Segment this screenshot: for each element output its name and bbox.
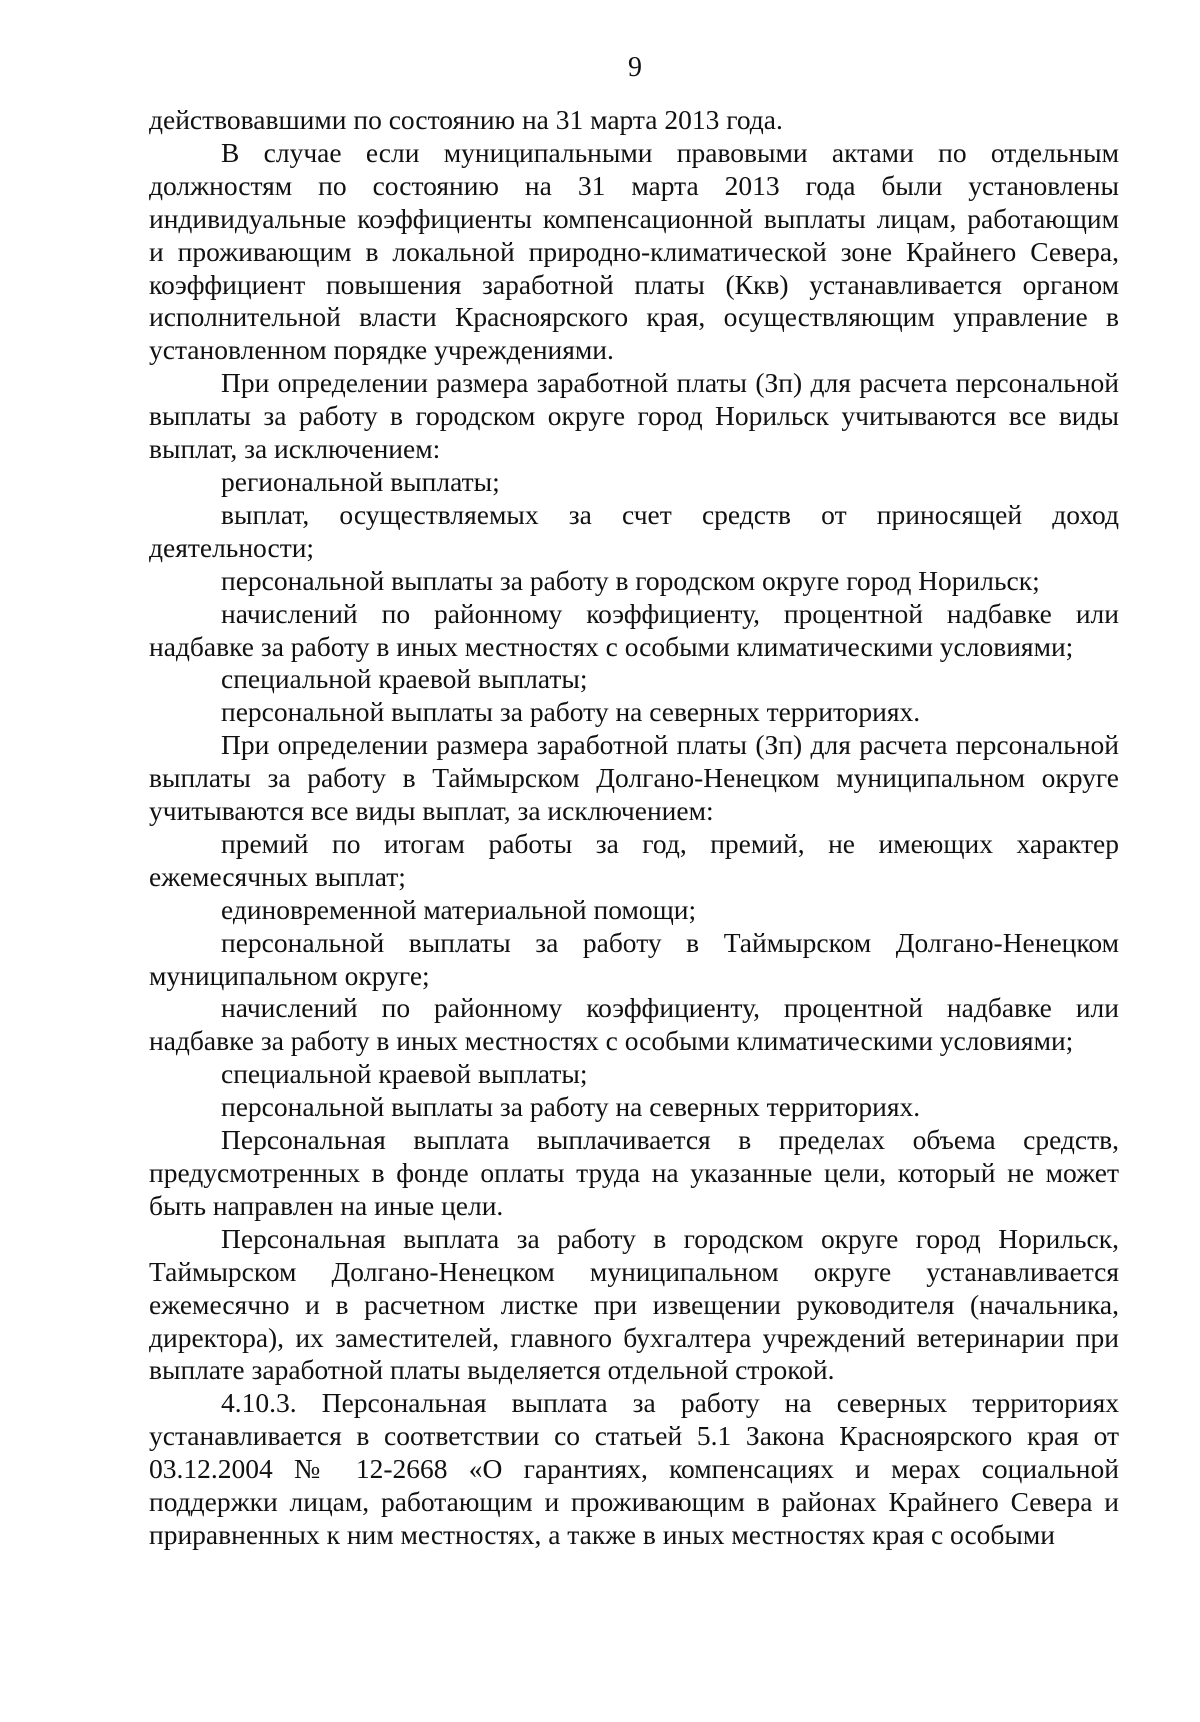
list-item-one-time-aid: единовременной материальной помощи; bbox=[221, 893, 697, 925]
paragraph-norilsk-salary-rule: При определении размера заработной платы (Зп) для расчета персональной выплаты за работу в городском округе город Норильск учитываются все виды выплат, за исключением: bbox=[149, 367, 1119, 465]
list-item-special-regional-payment-taimyr: специальной краевой выплаты; bbox=[221, 1058, 588, 1090]
list-item-district-coefficient: начислений по районному коэффициенту, процентной надбавке или надбавке за работу в иных местностях с особыми климатическими условиями; bbox=[149, 597, 1119, 662]
list-item-northern-territories-payment: персональной выплаты за работу на северных территориях. bbox=[221, 696, 921, 728]
paragraph-payroll-fund: Персональная выплата выплачивается в пределах объема средств, предусмотренных в фонде оплаты труда на указанные цели, который не может быть направлен на иные цели. bbox=[149, 1124, 1119, 1221]
document-body bbox=[149, 104, 1119, 1552]
list-item-taimyr-personal-payment: персональной выплаты за работу в Таймырском Долгано-Ненецком муниципальном округе; bbox=[149, 926, 1119, 991]
page-number: 9 bbox=[628, 52, 642, 83]
paragraph-individual-coefficients: В случае если муниципальными правовыми актами по отдельным должностям по состоянию на 31 марта 2013 года были установлены индивидуальные коэффициенты компенсационной выплаты лицам, работающим и проживающим в локальной природно-климатической зоне Крайнего Севера, коэффициент повышения заработной платы (Ккв) устанавливается органом исполнительной власти Красноярского края, осуществляющим управление в установленном порядке учреждениями. bbox=[149, 136, 1119, 366]
paragraph-section-4-10-3: 4.10.3. Персональная выплата за работу на северных территориях устанавливается в соответствии со статьей 5.1 Закона Красноярского края от 03.12.2004 № 12-2668 «О гарантиях, компенсациях и мерах социальной поддержки лицам, работающим и проживающим в районах Крайнего Севера и приравненных к ним местностях, а также в иных местностях края с особыми bbox=[149, 1387, 1119, 1550]
paragraph-continuation: действовавшими по состоянию на 31 марта 2013 года. bbox=[149, 104, 783, 135]
list-item-annual-bonuses: премий по итогам работы за год, премий, не имеющих характер ежемесячных выплат; bbox=[149, 827, 1119, 892]
paragraph-monthly-payment-slip: Персональная выплата за работу в городском округе город Норильск, Таймырском Долгано-Ненецком муниципальном округе устанавливается ежемесячно и в расчетном листке при извещении руководителя (начальника, директора), их заместителей, главного бухгалтера учреждений ветеринарии при выплате заработной платы выделяется отдельной строкой. bbox=[149, 1222, 1119, 1386]
list-item-district-coefficient-taimyr: начислений по районному коэффициенту, процентной надбавке или надбавке за работу в иных местностях с особыми климатическими условиями; bbox=[149, 992, 1119, 1057]
list-item-norilsk-personal-payment: персональной выплаты за работу в городском округе город Норильск; bbox=[221, 564, 1040, 596]
list-item-special-regional-payment: специальной краевой выплаты; bbox=[221, 663, 588, 695]
list-item-income-activity-payments: выплат, осуществляемых за счет средств от приносящей доход деятельности; bbox=[149, 498, 1119, 563]
list-item-regional-payment: региональной выплаты; bbox=[221, 465, 500, 497]
list-item-northern-territories-payment-taimyr: персональной выплаты за работу на северных территориях. bbox=[221, 1091, 921, 1123]
paragraph-taimyr-salary-rule: При определении размера заработной платы (Зп) для расчета персональной выплаты за работу в Таймырском Долгано-Ненецком муниципальном округе учитываются все виды выплат, за исключением: bbox=[149, 729, 1119, 827]
